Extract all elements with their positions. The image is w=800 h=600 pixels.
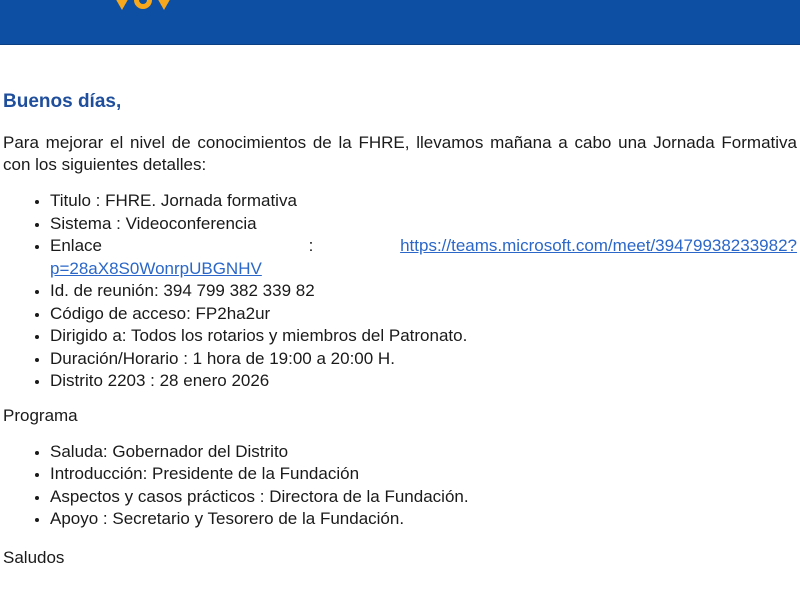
meeting-link-line2[interactable]: p=28aX8S0WonrpUBGNHV: [50, 258, 262, 278]
enlace-label: • Enlace: [50, 236, 102, 255]
list-item-duracion: • Duración/Horario : 1 hora de 19:00 a 20:00 H.: [50, 348, 797, 371]
greeting: Buenos días,: [3, 91, 122, 112]
header-banner: [0, 0, 800, 45]
list-item-aspectos: • Aspectos y casos prácticos : Directora de la Fundación.: [50, 486, 797, 509]
rotary-wheel-logo-icon: [108, 0, 178, 14]
list-item-introduccion: • Introducción: Presidente de la Fundación: [50, 463, 797, 486]
list-item-id-reunion: • Id. de reunión: 394 799 382 339 82: [50, 280, 797, 303]
programa-heading: Programa: [3, 405, 78, 425]
email-body: [3, 88, 797, 569]
programa-list: [3, 441, 797, 531]
closing: Saludos: [3, 547, 65, 567]
enlace-separator: :: [308, 236, 314, 255]
list-item-distrito: • Distrito 2203 : 28 enero 2026: [50, 370, 797, 393]
list-item-codigo: • Código de acceso: FP2ha2ur: [50, 303, 797, 326]
list-item-enlace: [50, 235, 797, 280]
list-item-titulo: • Titulo : FHRE. Jornada formativa: [50, 190, 797, 213]
list-item-saluda: • Saluda: Gobernador del Distrito: [50, 441, 797, 464]
list-item-sistema: • Sistema : Videoconferencia: [50, 213, 797, 236]
details-list: [3, 190, 797, 393]
list-item-dirigido: • Dirigido a: Todos los rotarios y miembros del Patronato.: [50, 325, 797, 348]
list-item-apoyo: • Apoyo : Secretario y Tesorero de la Fundación.: [50, 508, 797, 531]
meeting-link-line1[interactable]: https://teams.microsoft.com/meet/39479938233982?: [400, 236, 797, 255]
intro-paragraph: Para mejorar el nivel de conocimientos de la FHRE, llevamos mañana a cabo una Jornada Formativa con los siguientes detalles:: [3, 133, 797, 174]
